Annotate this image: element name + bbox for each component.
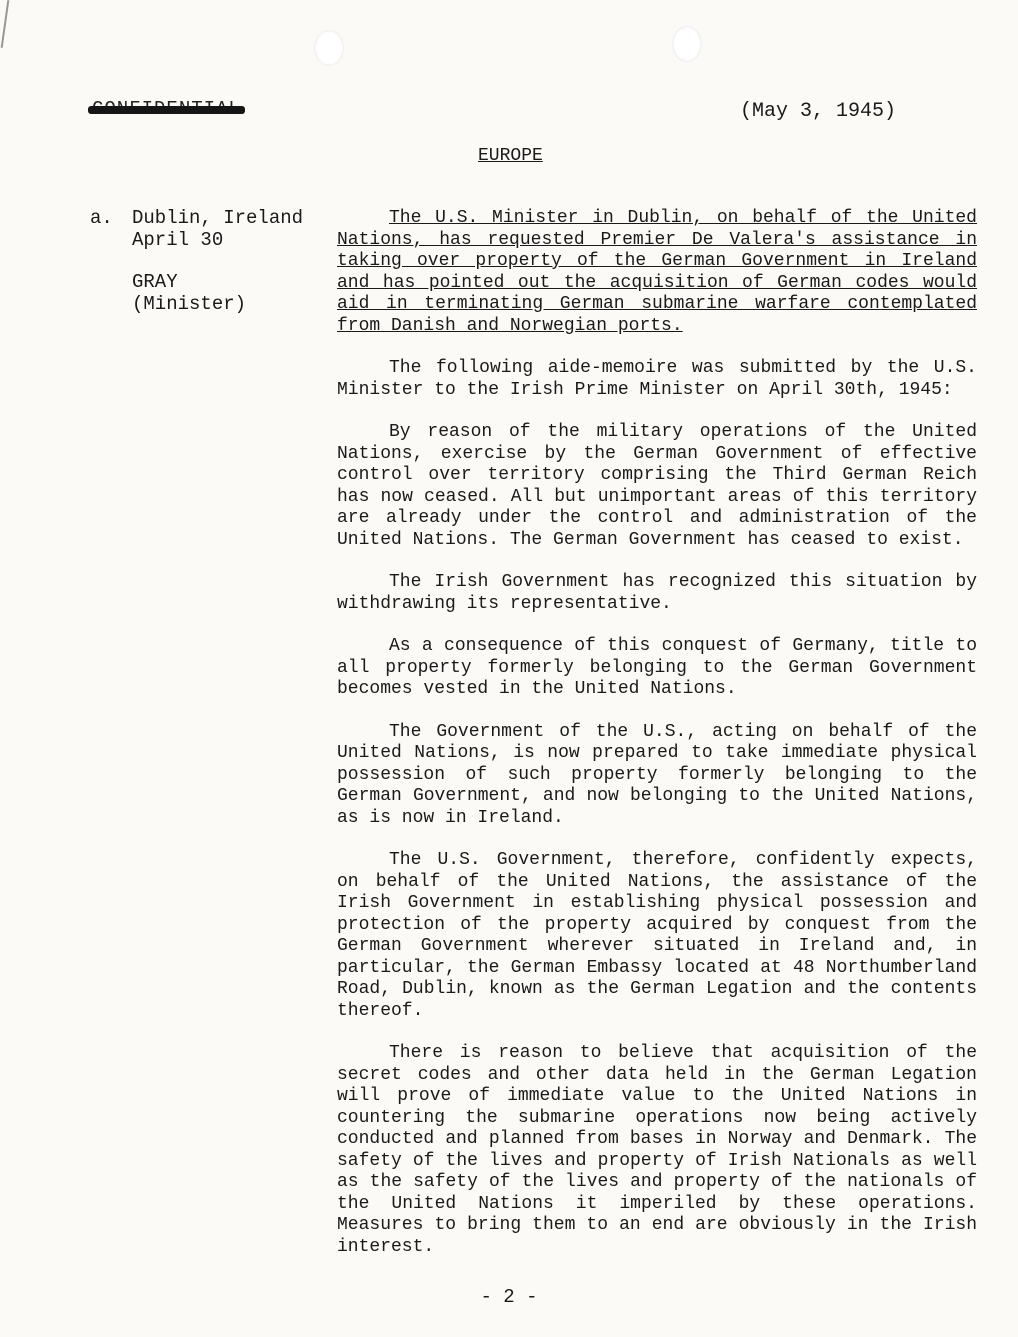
page-edge-mark (1, 0, 10, 48)
punch-hole-right (672, 26, 702, 62)
page-number: - 2 - (480, 1286, 538, 1308)
body-paragraph: As a consequence of this conquest of Germany, title to all property formerly belonging to the German Government becomes vested in the United Nations. (337, 636, 977, 699)
body-paragraph: The following aide-memoire was submitted by the U.S. Minister to the Irish Prime Minister on April 30th, 1945: (337, 358, 977, 400)
classification-strikeout (88, 106, 245, 114)
item-letter: a. (90, 207, 113, 229)
body-paragraph: There is reason to believe that acquisition of the secret codes and other data held in the German Legation will prove of immediate value to the United Nations in countering the submarine operations now being actively conducted and planned from bases in Norway and Denmark. The safety of the lives and property of Irish Nationals as well as the safety of the lives and property of the nationals of the United Nations it imperiled by these operations. Measures to bring them to an end are obviously in the Irish interest. (337, 1043, 977, 1257)
punch-hole-left (314, 30, 344, 66)
body-paragraph: The Government of the U.S., acting on behalf of the United Nations, is now prepared to take immediate physical possession of such property formerly belonging to the German Government, and now belonging to the United Nations, as is now in Ireland. (337, 721, 977, 828)
marginal-date: April 30 (132, 229, 224, 251)
section-heading: EUROPE (478, 146, 543, 166)
marginal-author-title: (Minister) (132, 293, 247, 315)
document-date: (May 3, 1945) (740, 100, 897, 123)
body-paragraph: The U.S. Government, therefore, confidently expects, on behalf of the United Nations, the assistance of the Irish Government in establishing physical possession and protection of the property acquired by conquest from the German Government wherever situated in Ireland and, in particular, the German Embassy located at 48 Northumberland Road, Dublin, known as the German Legation and the contents thereof. (337, 850, 977, 1021)
marginal-place: Dublin, Ireland (132, 207, 304, 229)
classification-marking (92, 98, 241, 120)
marginal-author: GRAY (132, 271, 178, 293)
body-paragraph: By reason of the military operations of the United Nations, exercise by the German Government of effective control over territory comprising the Third German Reich has now ceased. All but unimportant areas of this territory are already under the control and administration of the United Nations. The German Government has ceased to exist. (337, 422, 977, 550)
marginal-note (90, 207, 303, 315)
body-paragraph: The Irish Government has recognized this situation by withdrawing its representative. (337, 572, 977, 614)
summary-paragraph: The U.S. Minister in Dublin, on behalf of the United Nations, has requested Premier De Valera's assistance in taking over property of the German Government in Ireland and has pointed out the acquisition of German codes would aid in terminating German submarine warfare contemplated from Danish and Norwegian ports. (337, 208, 977, 336)
document-body (337, 208, 977, 1279)
